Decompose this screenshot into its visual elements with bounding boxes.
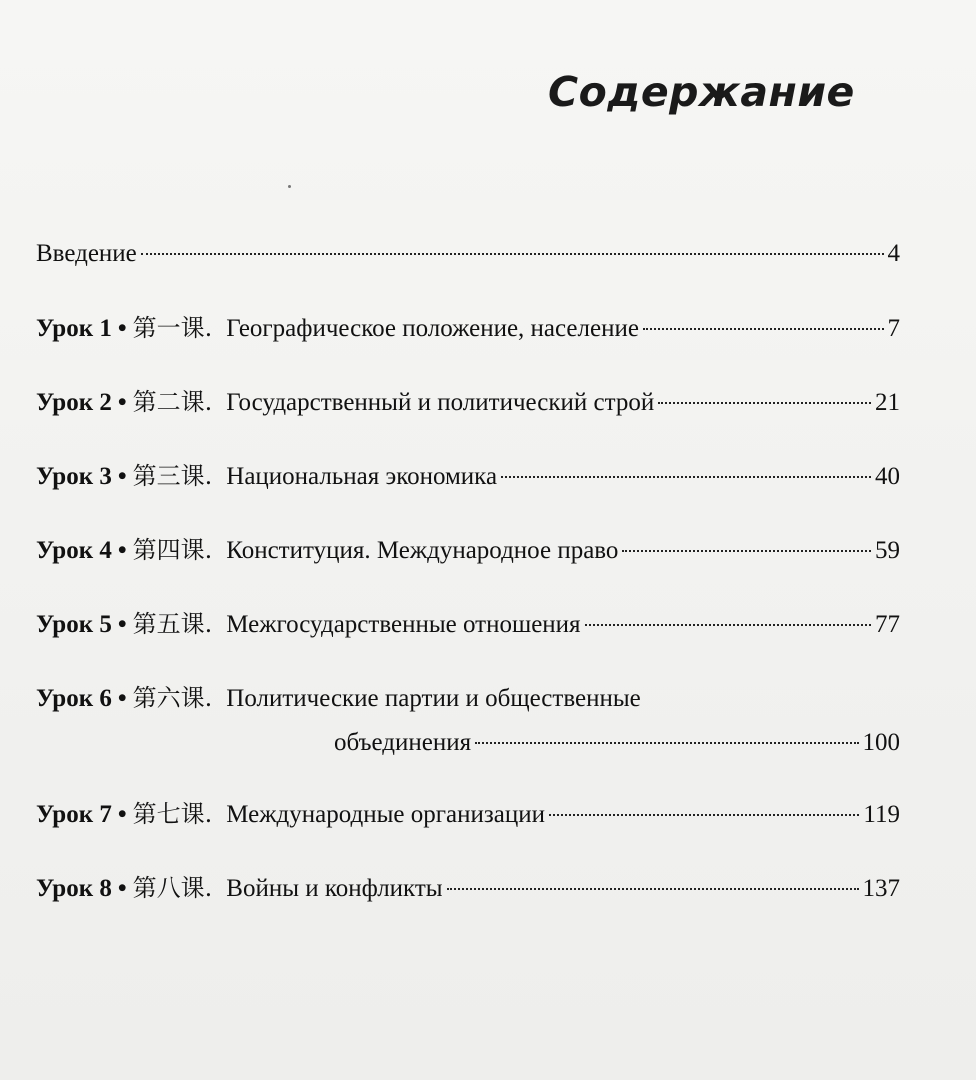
chinese-lesson-label: 第五课. [132,610,213,638]
dot-leader [585,624,871,626]
toc-entry-lesson-8 [36,866,900,940]
page-number: 59 [875,537,900,564]
dot-leader [501,476,871,478]
lesson-label: Урок 7 [36,801,112,828]
toc-entry-lesson-6 [36,676,900,792]
lesson-label: Урок 3 [36,463,112,490]
dot-leader [447,888,859,890]
chinese-lesson-label: 第四课. [132,536,213,564]
lesson-label: Урок 8 [36,875,112,902]
bullet: • [117,685,127,712]
lesson-label: Урок 4 [36,537,112,564]
entry-title: Войны и конфликты [226,875,443,902]
bullet: • [117,801,127,828]
entry-title: Международные организации [226,801,545,828]
entry-title: Политические партии и общественные [226,685,641,712]
chinese-lesson-label: 第七课. [132,800,213,828]
bullet: • [117,389,127,416]
page-number: 137 [862,875,900,902]
entry-title: Конституция. Международное право [226,537,619,564]
entry-title: Межгосударственные отношения [226,611,581,638]
entry-title: Государственный и политический строй [226,389,655,416]
lesson-label: Урок 2 [36,389,112,416]
toc-entry-lesson-1 [36,306,900,380]
toc-entry-lesson-2 [36,380,900,454]
chinese-lesson-label: 第三课. [132,462,213,490]
bullet: • [117,875,127,902]
page-number: 21 [875,389,900,416]
page-number: 40 [875,463,900,490]
chinese-lesson-label: 第二课. [132,388,213,416]
page-number: 77 [875,611,900,638]
page-number: 4 [887,240,900,267]
toc-entry-lesson-5 [36,602,900,676]
lesson-label: Урок 5 [36,611,112,638]
lesson-label: Урок 1 [36,315,112,342]
dot-leader [658,402,871,404]
entry-title: Географическое положение, население [226,315,639,342]
toc-entry-introduction [36,232,900,306]
chinese-lesson-label: 第一课. [132,314,213,342]
dot-leader [141,253,884,255]
dot-leader [643,328,884,330]
chinese-lesson-label: 第六课. [132,684,213,712]
page-title: Содержание [548,68,855,116]
dot-leader [622,550,871,552]
toc-entry-lesson-4 [36,528,900,602]
ink-speck [288,185,291,188]
dot-leader [549,814,859,816]
toc-entry-lesson-7 [36,792,900,866]
entry-title: Введение [36,240,137,267]
chinese-lesson-label: 第八课. [132,874,213,902]
table-of-contents [36,232,900,940]
page-number: 100 [862,729,900,756]
bullet: • [117,537,127,564]
entry-title: Национальная экономика [226,463,498,490]
bullet: • [117,315,127,342]
lesson-label: Урок 6 [36,685,112,712]
dot-leader [475,742,858,744]
bullet: • [117,463,127,490]
page-number: 7 [887,315,900,342]
bullet: • [117,611,127,638]
entry-title-continuation: объединения [334,729,472,756]
page-number: 119 [863,801,900,828]
toc-entry-lesson-3 [36,454,900,528]
